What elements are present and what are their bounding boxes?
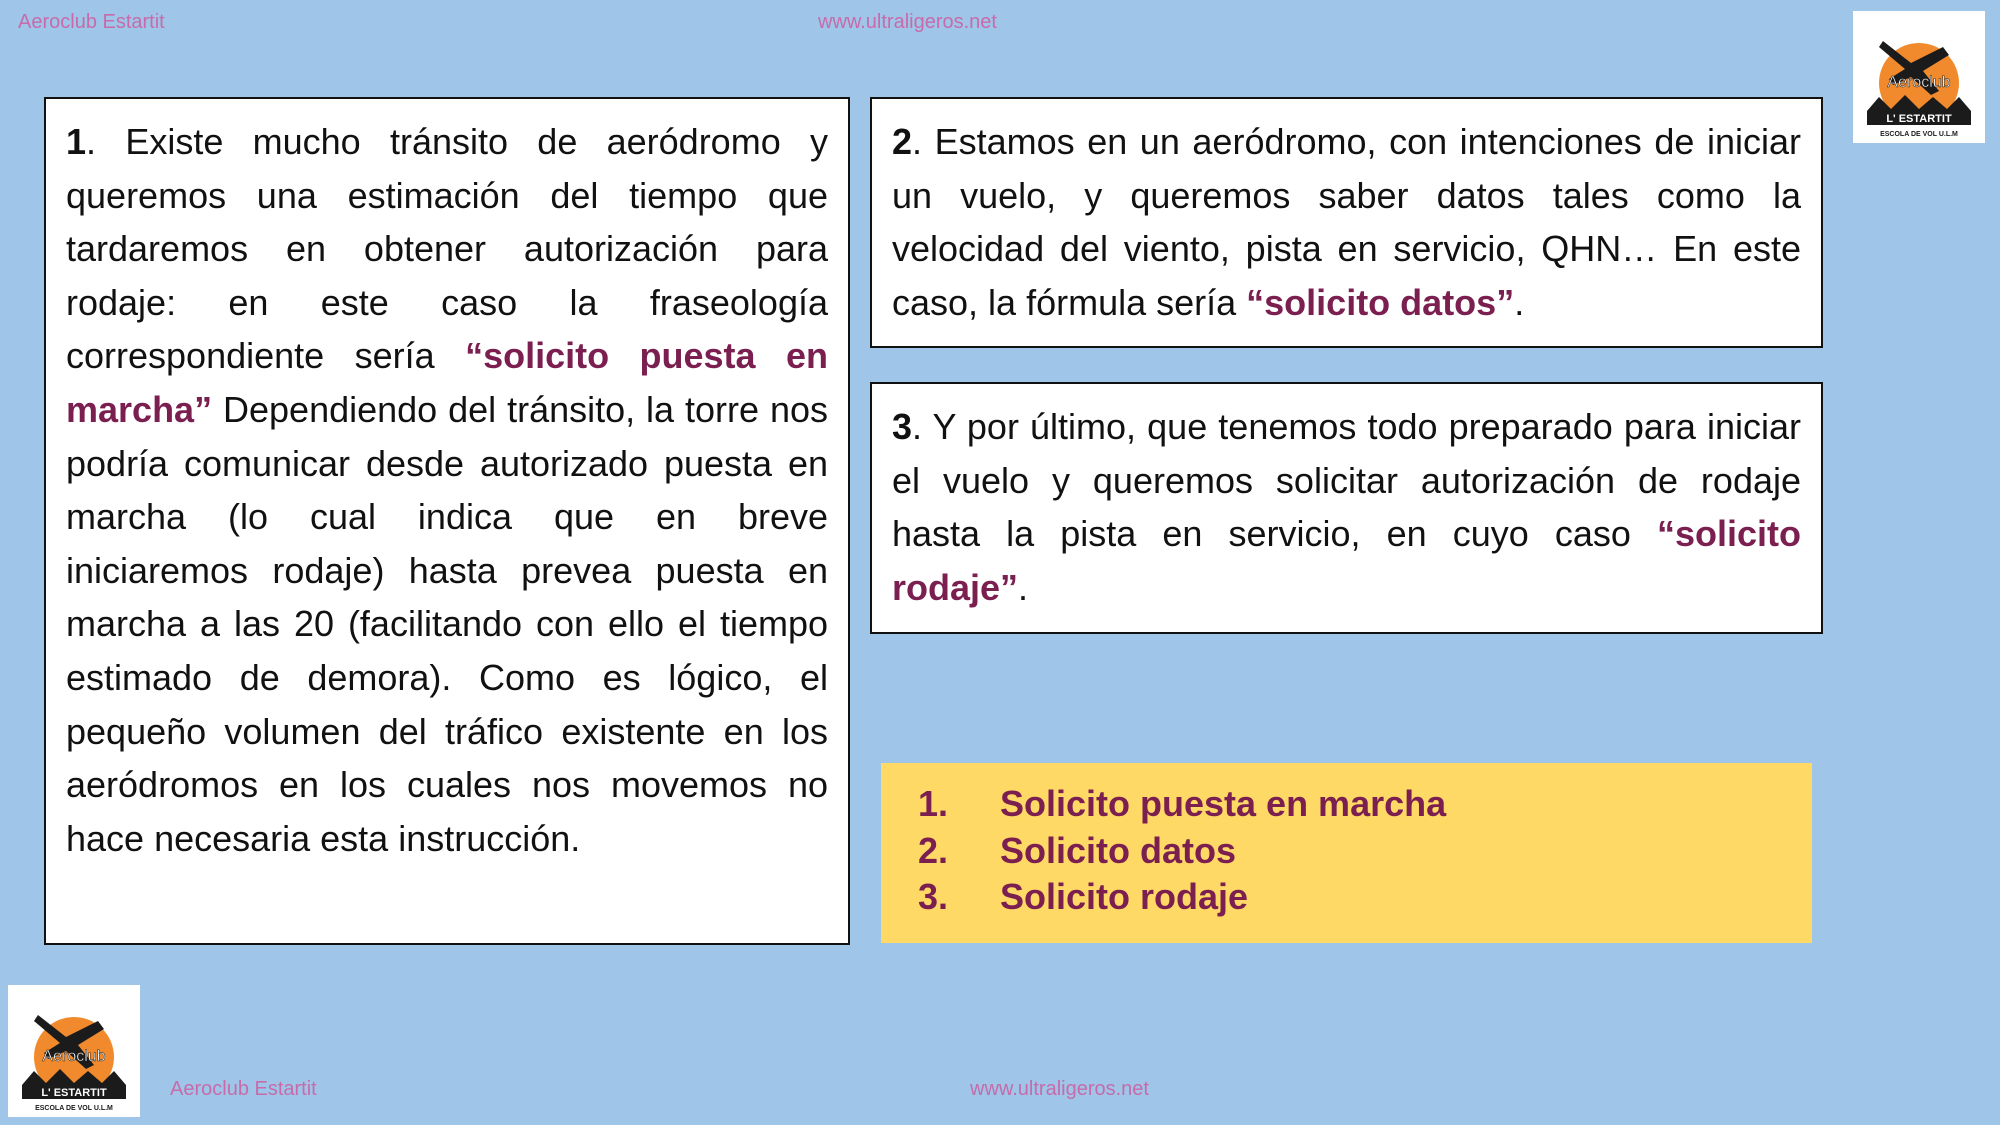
box3-number: 3: [892, 406, 913, 447]
text-box-3: [870, 382, 1823, 634]
header-website[interactable]: www.ultraligeros.net: [818, 11, 997, 33]
logo-name: Aeroclub: [1887, 74, 1951, 91]
summary-item-label: Solicito datos: [1000, 829, 1237, 871]
summary-item: [918, 781, 1812, 828]
footer-website[interactable]: www.ultraligeros.net: [970, 1078, 1149, 1100]
summary-item: [918, 828, 1812, 875]
summary-list: [918, 781, 1812, 921]
logo-tagline: ESCOLA DE VOL U.L.M: [1880, 131, 1958, 138]
box1-text-a: . Existe mucho tránsito de aeródromo y queremos una estimación del tiempo que tardaremos en obtener autorización para rodaje: en este caso la fraseología correspondiente sería: [66, 121, 828, 377]
logo-bottom-left: [8, 985, 140, 1117]
summary-item-number: 2.: [918, 829, 949, 871]
summary-item-number: 1.: [918, 783, 949, 824]
text-box-2: [870, 97, 1823, 348]
box1-number: 1: [66, 121, 87, 162]
summary-item-label: Solicito rodaje: [1000, 876, 1249, 917]
summary-box: [881, 763, 1812, 943]
logo-subtitle: L' ESTARTIT: [1886, 113, 1952, 125]
box1-highlight: “solicito puesta en marcha”: [66, 335, 828, 430]
text-box-1: [44, 97, 850, 945]
aeroclub-logo-icon: [1853, 11, 1985, 143]
box2-text-a: . Estamos en un aeródromo, con intenciones de iniciar un vuelo, y queremos saber datos tales como la velocidad del viento, pista en servicio, QHN… En este caso, la fórmula sería: [892, 121, 1801, 323]
logo-subtitle: L' ESTARTIT: [41, 1087, 107, 1099]
box1-text-b: Dependiendo del tránsito, la torre nos podría comunicar desde autorizado puesta en marcha (lo cual indica que en breve iniciaremos rodaje) hasta prevea puesta en marcha a las 20 (facilitando con ello el tiempo estimado de demora). Como es lógico, el pequeño volumen del tráfico existente en los aeródromos en los cuales nos movemos no hace necesaria esta instrucción.: [66, 388, 828, 859]
box2-number: 2: [892, 121, 913, 162]
logo-top-right: [1853, 11, 1985, 143]
aeroclub-logo-icon: [8, 985, 140, 1117]
box3-text-a: . Y por último, que tenemos todo preparado para iniciar el vuelo y queremos solicitar autorización de rodaje hasta la pista en servicio, en cuyo caso: [892, 406, 1801, 555]
logo-tagline: ESCOLA DE VOL U.L.M: [35, 1105, 113, 1112]
box2-highlight: “solicito datos”: [1246, 281, 1515, 323]
logo-name: Aeroclub: [42, 1048, 106, 1065]
summary-item-label: Solicito puesta en marcha: [1000, 783, 1447, 824]
summary-item-number: 3.: [918, 876, 949, 917]
summary-item: [918, 874, 1812, 921]
box3-highlight: “solicito rodaje”: [892, 513, 1801, 608]
header-org-name: Aeroclub Estartit: [18, 11, 165, 33]
footer-org-name: Aeroclub Estartit: [170, 1078, 317, 1100]
box3-text-b: .: [1018, 566, 1029, 608]
box2-text-b: .: [1514, 281, 1525, 323]
